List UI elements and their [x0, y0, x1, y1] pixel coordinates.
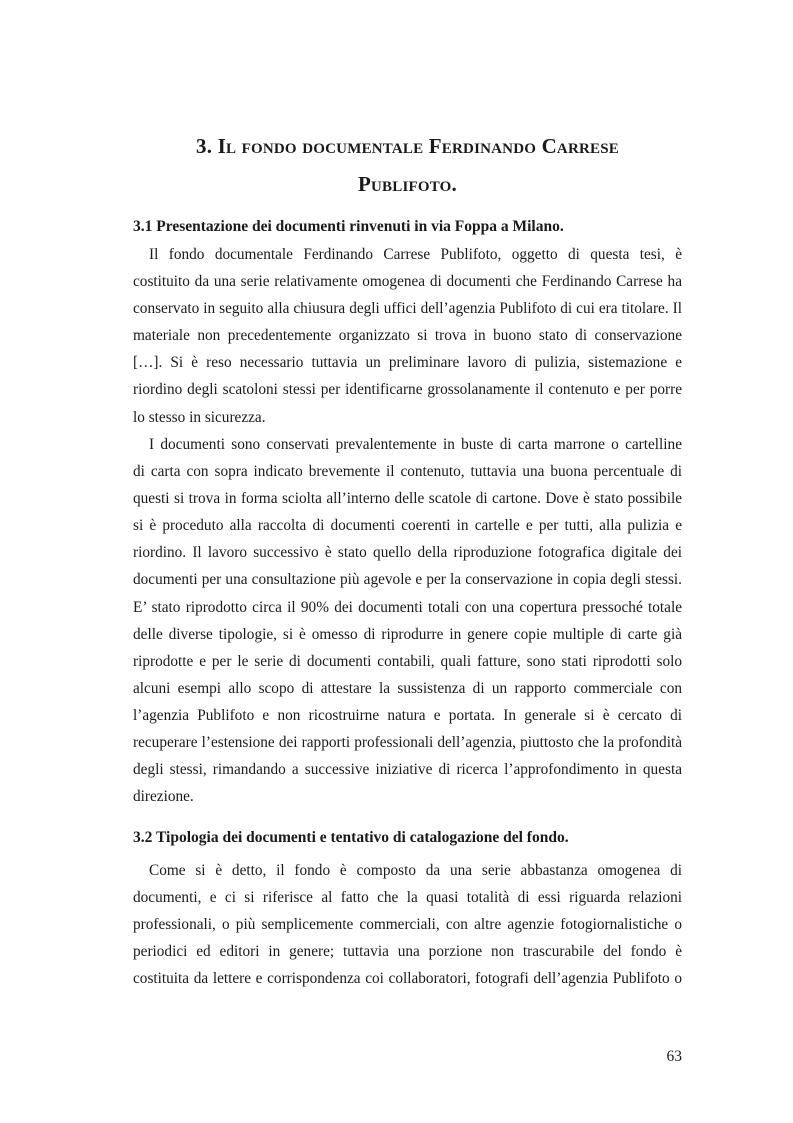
text-line: riprodotte e per le serie di documenti contabili, quali fatture, sono stati riprodotti solo — [133, 652, 682, 670]
text-line: I documenti sono conservati prevalentemente in buste di carta marrone o cartelline — [149, 436, 682, 453]
text-line: materiale non precedentemente organizzato si trova in buono stato di conservazione — [133, 327, 682, 345]
text-line: riordino degli scatoloni stessi per identificarne grossolanamente il contenuto e per porre — [133, 381, 682, 399]
paragraph — [133, 241, 682, 431]
text-line: […]. Si è reso necessario tuttavia un preliminare lavoro di pulizia, sistemazione e — [133, 354, 682, 372]
text-line: questi si trova in forma sciolta all’interno delle scatole di cartone. Dove è stato possibile — [133, 490, 682, 508]
document-page — [133, 0, 682, 1123]
text-line: riordino. Il lavoro successivo è stato quello della riproduzione fotografica digitale dei — [133, 544, 682, 562]
text-line: E’ stato riprodotto circa il 90% dei documenti totali con una copertura pressoché totale — [133, 598, 682, 616]
text-line: professionali, o più semplicemente commerciali, con altre agenzie fotogiornalistiche o — [133, 916, 682, 934]
text-line: si è proceduto alla raccolta di documenti coerenti in cartelle e per tutti, alla pulizia e — [133, 517, 682, 535]
text-line: di carta con sopra indicato brevemente il contenuto, tuttavia una buona percentuale di — [133, 463, 682, 481]
text-line: recuperare l’estensione dei rapporti professionali dell’agenzia, piuttosto che la profondità — [133, 734, 682, 752]
text-line: l’agenzia Publifoto e non ricostruirne natura e portata. In generale si è cercato di — [133, 706, 682, 724]
text-line: Come si è detto, il fondo è composto da una serie abbastanza omogenea di — [149, 862, 682, 879]
text-line: direzione. — [133, 788, 194, 806]
text-line: documenti, e ci si riferisce al fatto che la quasi totalità di essi riguarda relazioni — [133, 889, 682, 907]
paragraph — [133, 857, 682, 992]
text-line: costituito da una serie relativamente omogenea di documenti che Ferdinando Carrese ha — [133, 273, 682, 291]
text-line: conservato in seguito alla chiusura degli uffici dell’agenzia Publifoto di cui era titolare. Il — [133, 300, 682, 318]
text-line: delle diverse tipologie, si è omesso di riprodurre in genere copie multiple di carte già — [133, 625, 682, 643]
chapter-title-line: Publifoto. — [358, 172, 457, 196]
chapter-title — [133, 127, 682, 203]
text-line: degli stessi, rimandando a successive iniziative di ricerca l’approfondimento in questa — [133, 761, 682, 779]
chapter-title-line: 3. Il fondo documentale Ferdinando Carrese — [196, 134, 619, 158]
paragraph — [133, 431, 682, 810]
section-heading-3-2: 3.2 Tipologia dei documenti e tentativo di catalogazione del fondo. — [133, 829, 569, 846]
text-line: lo stesso in sicurezza. — [133, 408, 266, 426]
text-line: Il fondo documentale Ferdinando Carrese Publifoto, oggetto di questa tesi, è — [149, 246, 682, 263]
text-line: periodici ed editori in genere; tuttavia una porzione non trascurabile del fondo è — [133, 943, 682, 961]
section-heading-3-1: 3.1 Presentazione dei documenti rinvenuti in via Foppa a Milano. — [133, 218, 564, 235]
text-line: alcuni esempi allo scopo di attestare la sussistenza di un rapporto commerciale con — [133, 679, 682, 697]
text-line: documenti per una consultazione più agevole e per la conservazione in copia degli stessi. — [133, 571, 682, 589]
text-line: costituita da lettere e corrispondenza coi collaboratori, fotografi dell’agenzia Publifoto o — [133, 970, 682, 988]
page-number: 63 — [666, 1048, 682, 1065]
